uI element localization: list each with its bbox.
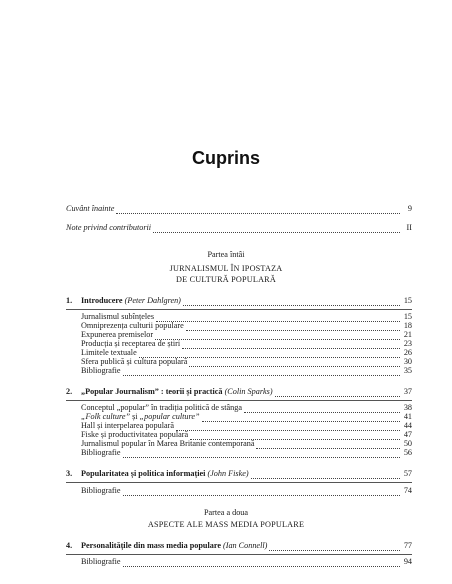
- subentry-page: 47: [403, 430, 412, 439]
- chapter-number: 1.: [66, 296, 73, 305]
- toc-entry-foreword: [66, 204, 412, 214]
- subentry-label: „Folk culture”: [81, 412, 131, 421]
- chapter-number: 3.: [66, 469, 73, 478]
- toc-subentry: [81, 486, 412, 496]
- leader-dots: [123, 559, 400, 567]
- subentry-label: Expunerea premiselor: [81, 330, 154, 339]
- page-title: Cuprins: [191, 148, 260, 168]
- toc-entry-page: 9: [407, 204, 412, 213]
- subentry-page: 26: [403, 348, 412, 357]
- subentry-label: Bibliografie: [81, 486, 121, 495]
- chapter-author: (John Fiske): [207, 469, 249, 478]
- subentry-label: Omniprezența culturii populare: [81, 321, 184, 330]
- subentry-label: Hall și interpelarea populară: [81, 421, 174, 430]
- toc-entry-page: II: [406, 223, 412, 232]
- subentry-page: 94: [403, 557, 412, 566]
- part-label: Partea întâi: [207, 250, 245, 259]
- chapter-title: „Popular Journalism” : teorii și practică: [81, 387, 223, 396]
- chapter-entry: [81, 296, 412, 306]
- subentry-page: 74: [403, 486, 412, 495]
- chapter-author: (Peter Dahlgren): [124, 296, 181, 305]
- subentry-page: 35: [403, 366, 412, 375]
- part-title-line1: JURNALISMUL ÎN IPOSTAZA: [169, 264, 283, 273]
- chapter-page: 57: [403, 469, 412, 478]
- subentry-page: 38: [403, 403, 412, 412]
- chapter-page: 15: [403, 296, 412, 305]
- leader-dots: [183, 298, 400, 306]
- chapter-title: Popularitatea și politica informației: [81, 469, 206, 478]
- chapter-title: Introducere: [81, 296, 123, 305]
- chapter-page: 77: [403, 541, 412, 550]
- subentry-label: Conceptul „popular” în tradiția politică de stânga: [81, 403, 242, 412]
- chapter-author: (Ian Connell): [223, 541, 268, 550]
- subentry-label: Fiske și productivitatea populară: [81, 430, 189, 439]
- chapter-entry: [81, 541, 412, 551]
- chapter-number: 4.: [66, 541, 73, 550]
- toc-subentry: [81, 366, 412, 376]
- leader-dots: [123, 368, 400, 376]
- leader-dots: [153, 225, 400, 233]
- subentry-page: 18: [403, 321, 412, 330]
- subentry-page: 44: [403, 421, 412, 430]
- part-label: Partea a doua: [203, 508, 249, 517]
- subentry-label: Jurnalismul popular în Marea Britanie contemporană: [81, 439, 255, 448]
- divider: [66, 554, 412, 555]
- subentry-label: Limitele textuale: [81, 348, 137, 357]
- subentry-label: Jurnalismul subînțeles: [81, 312, 154, 321]
- toc-entry-contributors: [66, 223, 412, 233]
- toc-subentry: [81, 557, 412, 567]
- chapter-entry: [81, 469, 412, 479]
- subentry-page: 23: [403, 339, 412, 348]
- subentry-label: „popular culture”: [139, 412, 200, 421]
- chapter-entry: [81, 387, 412, 397]
- subentry-page: 15: [403, 312, 412, 321]
- leader-dots: [116, 206, 400, 214]
- leader-dots: [275, 389, 400, 397]
- part-title: ASPECTE ALE MASS MEDIA POPULARE: [147, 520, 305, 529]
- part-title-line2: DE CULTURĂ POPULARĂ: [176, 275, 276, 284]
- subentry-label: Bibliografie: [81, 557, 121, 566]
- toc-entry-label: Note privind contributorii: [66, 223, 152, 232]
- divider: [66, 309, 412, 310]
- leader-dots: [123, 450, 400, 458]
- subentry-page: 56: [403, 448, 412, 457]
- subentry-label: Bibliografie: [81, 448, 121, 457]
- subentry-page: 50: [403, 439, 412, 448]
- subentry-label: și: [130, 412, 140, 421]
- toc-entry-label: Cuvânt înainte: [66, 204, 115, 213]
- subentry-label: Producția și receptarea de știri: [81, 339, 181, 348]
- chapter-number: 2.: [66, 387, 73, 396]
- chapter-author: (Colin Sparks): [224, 387, 273, 396]
- subentry-page: 21: [403, 330, 412, 339]
- divider: [66, 400, 412, 401]
- leader-dots: [269, 543, 400, 551]
- chapter-page: 37: [403, 387, 412, 396]
- subentry-label: Sfera publică și cultura populară: [81, 357, 188, 366]
- subentry-label: Bibliografie: [81, 366, 121, 375]
- divider: [66, 482, 412, 483]
- subentry-page: 30: [403, 357, 412, 366]
- subentry-page: 41: [403, 412, 412, 421]
- toc-subentry: [81, 448, 412, 458]
- leader-dots: [251, 471, 400, 479]
- leader-dots: [123, 488, 400, 496]
- chapter-title: Personalitățile din mass media populare: [81, 541, 221, 550]
